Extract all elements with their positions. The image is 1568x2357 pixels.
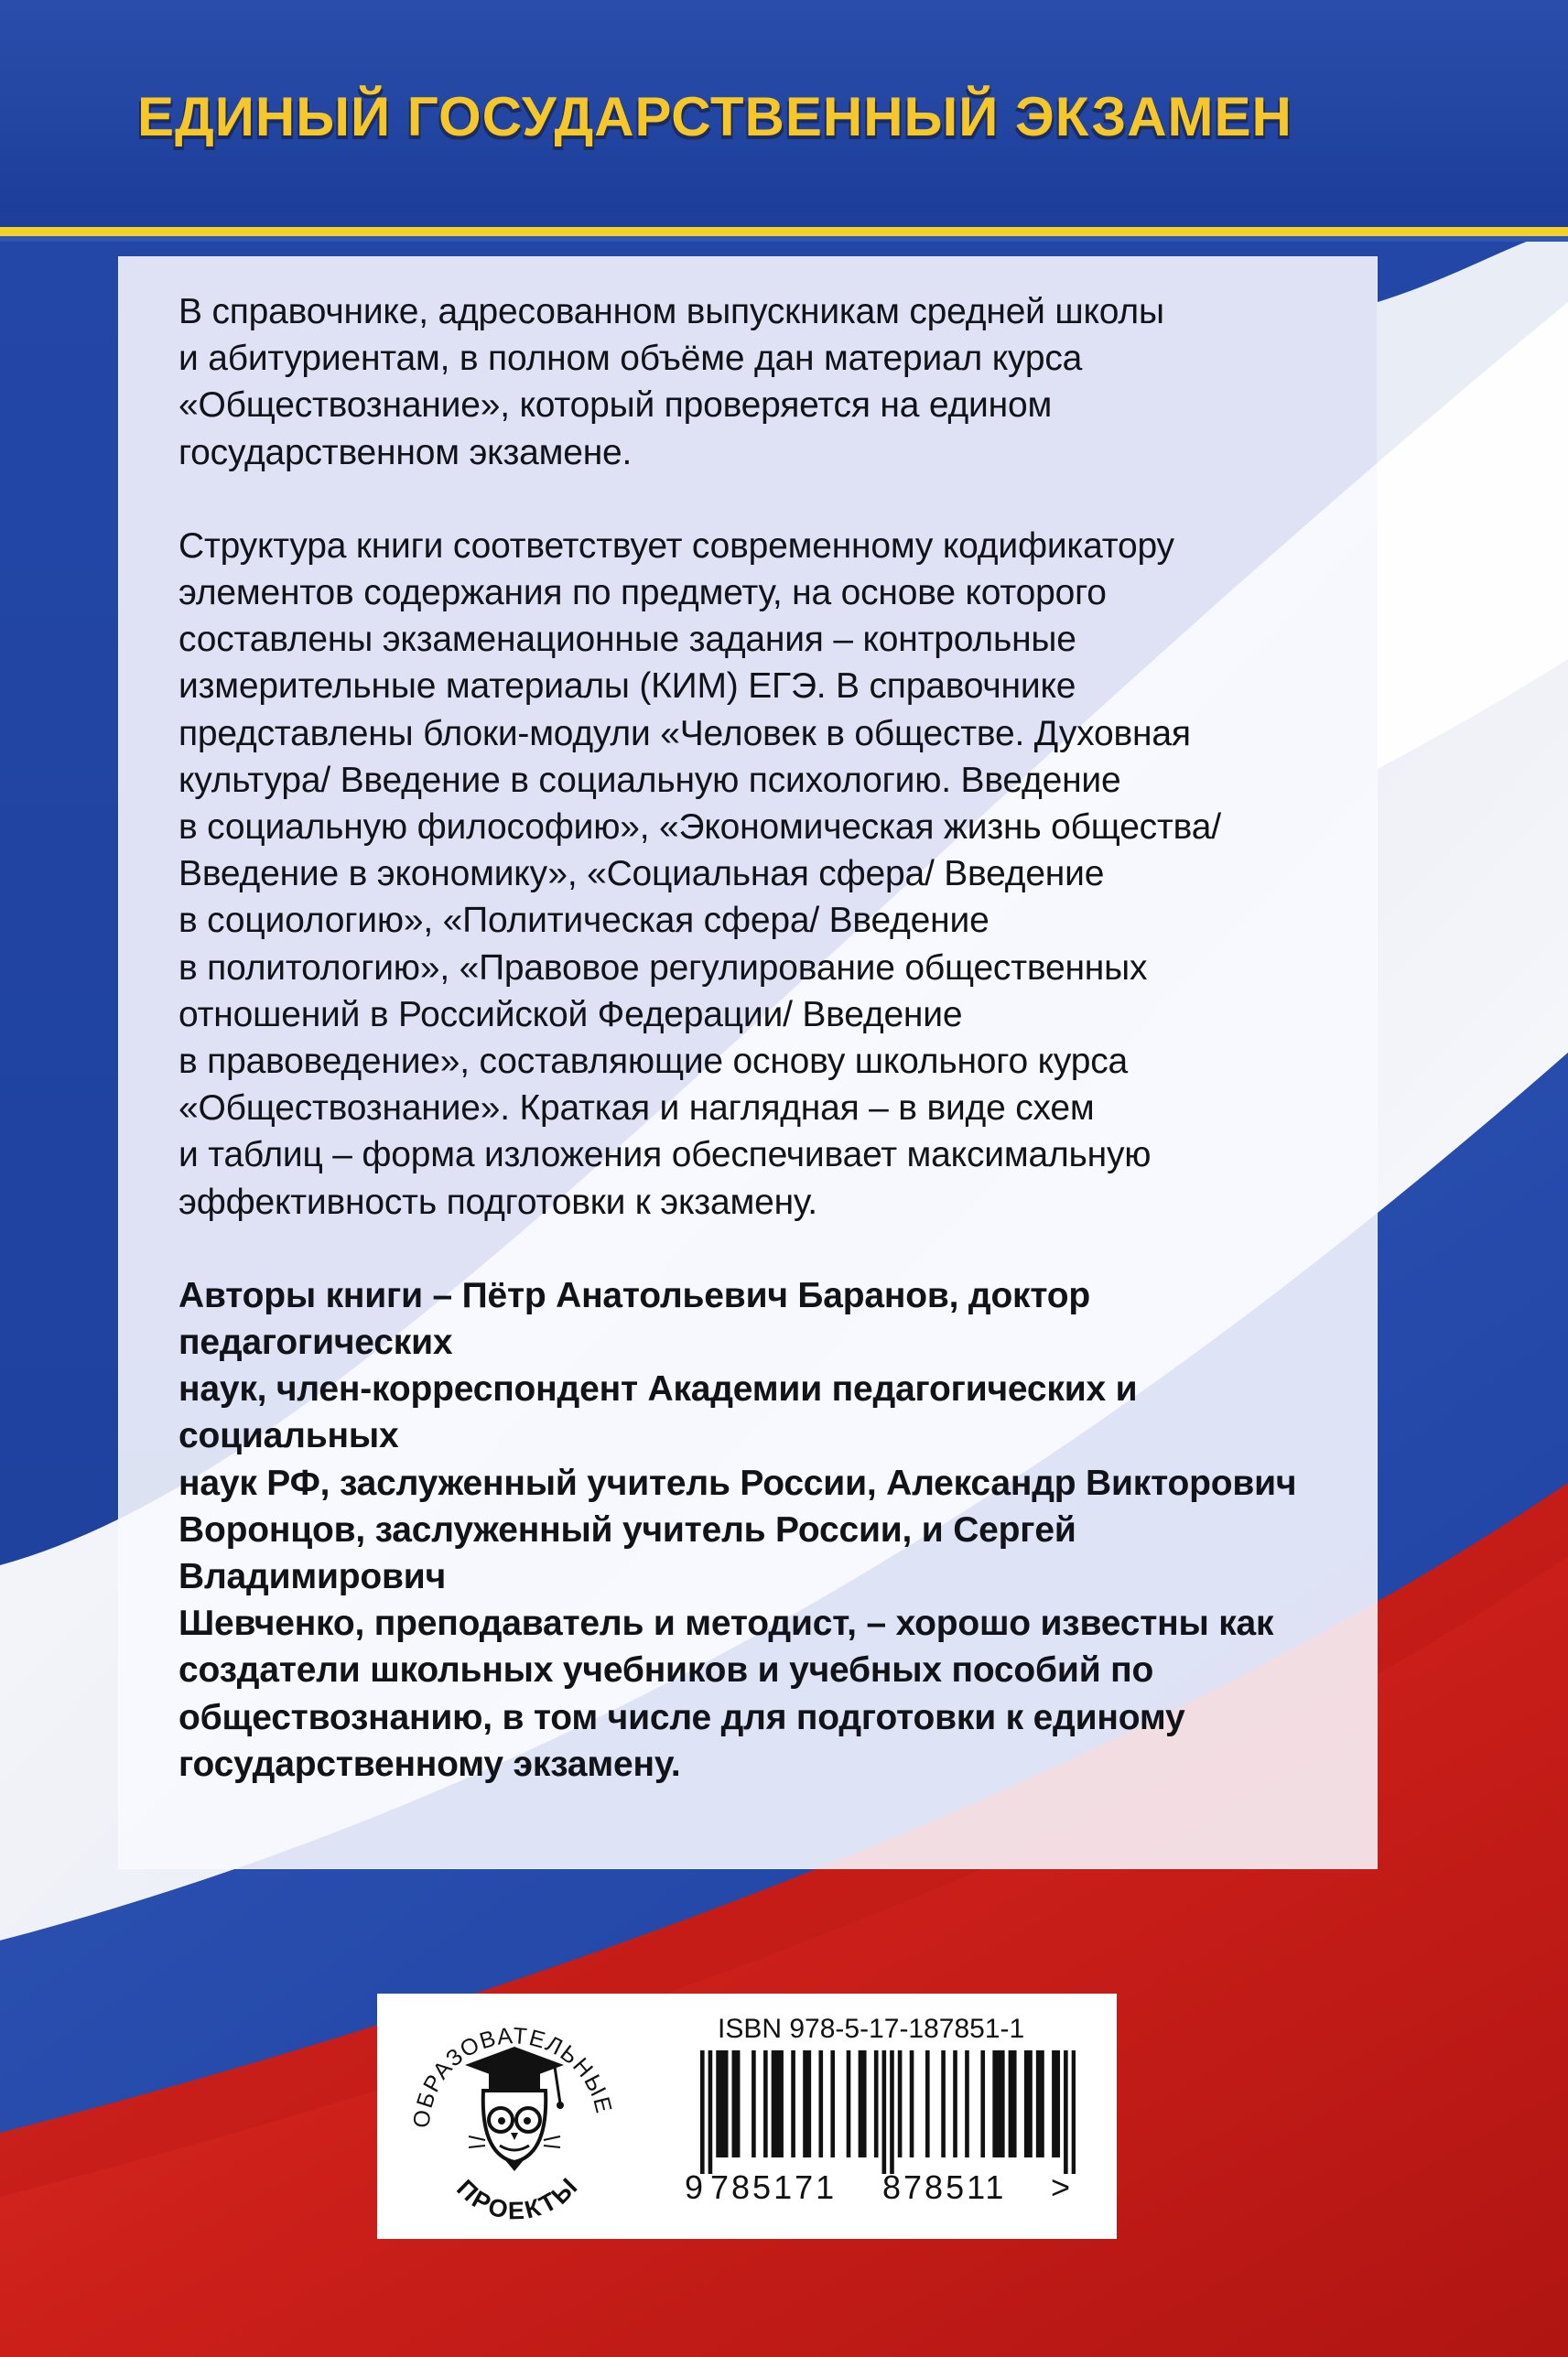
barcode-bar xyxy=(847,2050,851,2157)
barcode-guard-bar xyxy=(700,2050,705,2174)
barcode-bar xyxy=(1055,2050,1060,2157)
barcode-digits xyxy=(685,2165,1078,2211)
barcode-digit-lead: 9 xyxy=(685,2168,704,2206)
barcode-guard-bar xyxy=(890,2050,894,2174)
barcode-digit-group-1: 785171 xyxy=(710,2168,838,2206)
barcode-bar xyxy=(1052,2050,1056,2157)
barcode-bar xyxy=(997,2050,1001,2157)
barcode-bar xyxy=(992,2050,997,2157)
barcode-guard-bar xyxy=(1072,2050,1076,2174)
barcode-bar xyxy=(720,2050,725,2157)
publisher-logo xyxy=(394,2003,632,2230)
barcode-bar xyxy=(752,2050,756,2157)
isbn-barcode xyxy=(700,2050,1076,2174)
description-paragraph-2: Структура книги соответствует современному кодификатору элементов содержания по предмету, на основе которого составлены экзаменационные задания – контрольные измерительные материалы (КИМ) ЕГЭ. В справочнике представлены блоки-модули «Человек в обществе. Духовная культура/ Введение в социальную психологию. Введение в социальную философию», «Экономическая жизнь общества/ Введение в экономику», «Социальная сфера/ Введение в социологию», «Политическая сфера/ Введение в политологию», «Правовое регулирование общественных отношений в Российской Федерации/ Введение в правоведение», составляющие основу школьного курса «Обществознание». Краткая и наглядная – в виде схем и таблиц – форма изложения обеспечивает максимальную эффективность подготовки к экзамену. xyxy=(178,525,1221,1222)
barcode-bar xyxy=(724,2050,729,2157)
barcode-bar xyxy=(1024,2050,1029,2157)
barcode-bar xyxy=(1040,2050,1044,2157)
barcode-bar xyxy=(1036,2050,1041,2157)
barcode-guard-bar xyxy=(882,2050,887,2174)
header-blue-stripe xyxy=(0,236,1568,242)
publisher-name-bottom: ПРОЕКТЫ xyxy=(451,2170,585,2225)
barcode-bar xyxy=(772,2050,776,2157)
svg-text:ПРОЕКТЫ xyxy=(451,2171,584,2225)
barcode-bar xyxy=(925,2050,930,2157)
series-title: ЕДИНЫЙ ГОСУДАРСТВЕННЫЙ ЭКЗАМЕН xyxy=(137,86,1292,147)
barcode-bar xyxy=(898,2050,903,2157)
barcode-bar xyxy=(953,2050,957,2157)
barcode-bar xyxy=(1028,2050,1033,2157)
barcode-bar xyxy=(779,2050,784,2157)
barcode-bar xyxy=(1000,2050,1005,2157)
barcode-bar xyxy=(965,2050,969,2157)
barcode-bar xyxy=(763,2050,768,2157)
isbn-number: ISBN 978-5-17-187851-1 xyxy=(718,2014,1025,2044)
barcode-bar xyxy=(803,2050,807,2157)
barcode-bar xyxy=(716,2050,720,2157)
barcode-guard-bar xyxy=(708,2050,713,2174)
owl-graduate-cap-icon xyxy=(465,2047,564,2171)
authors-paragraph: Авторы книги – Пётр Анатольевич Баранов, доктор педагогических наук, член-корреспондент Академии педагогических и социальных наук РФ, заслуженный учитель России, Александр Викторович Воронцов, заслуженный учитель России, и Сергей Владимирович Шевченко, преподаватель и методист, – хорошо известны как создатели школьных учебников и учебных пособий по обществознанию, в том числе для подготовки к единому государственному экзамену. xyxy=(178,1275,1297,1784)
barcode-bar xyxy=(807,2050,812,2157)
publisher-name-top: ОБРАЗОВАТЕЛЬНЫЕ xyxy=(408,2023,617,2130)
barcode-quiet-zone-marker: > xyxy=(1051,2168,1071,2206)
barcode-digit-group-2: 878511 xyxy=(882,2168,1007,2206)
barcode-bar xyxy=(818,2050,823,2157)
barcode-bar xyxy=(736,2050,741,2157)
barcode-bar xyxy=(775,2050,780,2157)
barcode-bar xyxy=(980,2050,985,2157)
header-yellow-stripe xyxy=(0,227,1568,236)
barcode-bar xyxy=(874,2050,879,2157)
barcode-bar xyxy=(910,2050,914,2157)
barcode-guard-bar xyxy=(1064,2050,1068,2174)
barcode-bar xyxy=(791,2050,795,2157)
barcode-bar xyxy=(862,2050,867,2157)
barcode-bar xyxy=(1012,2050,1017,2157)
barcode-bar xyxy=(941,2050,946,2157)
description-text xyxy=(178,288,1318,1788)
barcode-bar xyxy=(859,2050,863,2157)
barcode-bar xyxy=(732,2050,737,2157)
barcode-bar xyxy=(830,2050,835,2157)
description-paragraph-1: В справочнике, адресованном выпускникам средней школы и абитуриентам, в полном объёме дан материал курса «Обществознание», который проверяется на едином государственном экзамене. xyxy=(178,292,1164,472)
barcode-bar xyxy=(1009,2050,1013,2157)
